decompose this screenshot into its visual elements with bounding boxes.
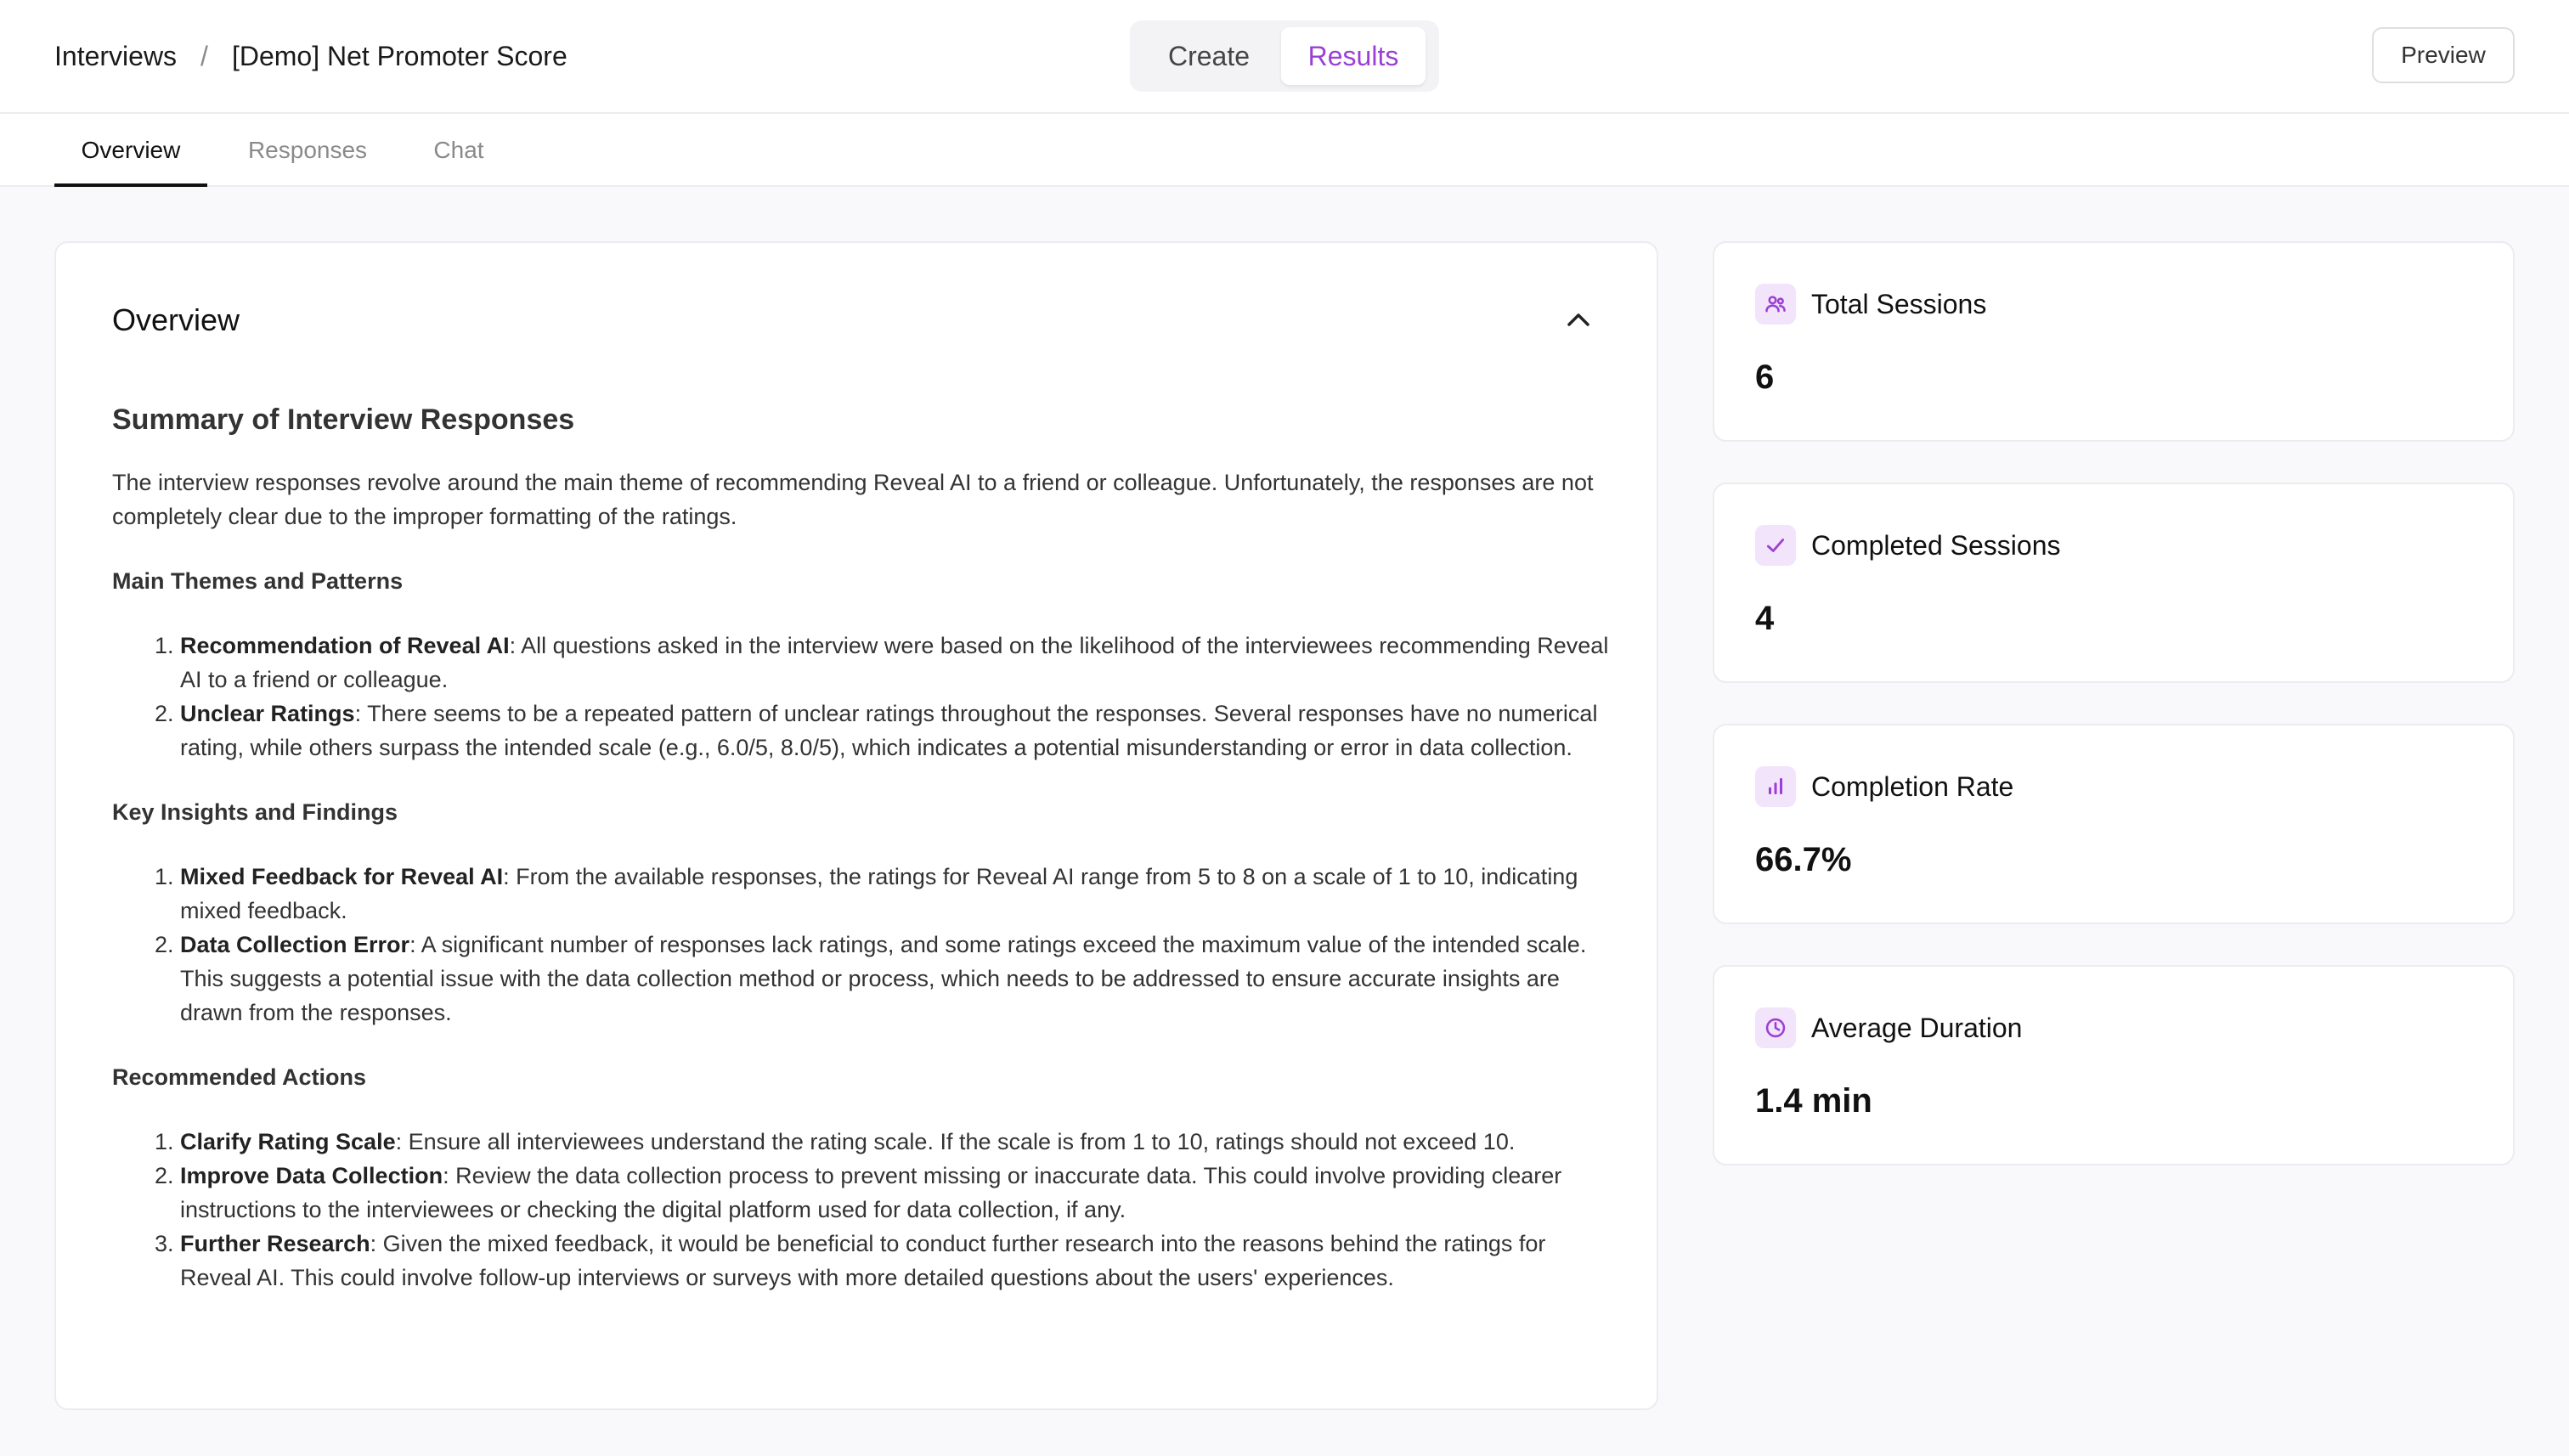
check-icon bbox=[1755, 525, 1796, 566]
stat-card-average-duration bbox=[1713, 965, 2515, 1165]
stat-label: Total Sessions bbox=[1811, 289, 1987, 319]
summary-content bbox=[112, 401, 1616, 1325]
section-list bbox=[112, 860, 1616, 1030]
breadcrumb-current: [Demo] Net Promoter Score bbox=[231, 40, 567, 71]
tab-chat[interactable]: Chat bbox=[433, 137, 484, 163]
summary-heading: Summary of Interview Responses bbox=[112, 404, 575, 436]
list-item: 2. Unclear Ratings: There seems to be a repeated pattern of unclear ratings throughout the responses. Several responses have no numerical rating, while others surpass the intended scale (e.g., 6.0/5, 8.0/5), which indicates a potential misunderstanding or error in data collection. bbox=[180, 697, 1616, 765]
results-mode-button[interactable]: Results bbox=[1281, 27, 1426, 85]
tab-overview[interactable]: Overview bbox=[54, 114, 207, 187]
stat-card-total-sessions bbox=[1713, 241, 2515, 442]
clock-icon bbox=[1755, 1007, 1796, 1048]
list-item: 2. Improve Data Collection: Review the data collection process to prevent missing or inaccurate data. This could involve providing clearer instructions to the interviewees or checking the digital platform used for data collection, if any. bbox=[180, 1159, 1616, 1227]
list-item: 3. Further Research: Given the mixed feedback, it would be beneficial to conduct further research into the reasons behind the ratings for Reveal AI. This could involve follow-up interviews or surveys with more detailed questions about the users' experiences. bbox=[180, 1227, 1616, 1295]
preview-button[interactable]: Preview bbox=[2372, 27, 2515, 83]
section-heading: Main Themes and Patterns bbox=[112, 568, 404, 594]
stat-label: Completed Sessions bbox=[1811, 530, 2061, 561]
overview-card-title: Overview bbox=[112, 302, 240, 337]
stat-value: 6 bbox=[1755, 358, 1775, 396]
stat-value: 1.4 min bbox=[1755, 1082, 1872, 1120]
list-item: 1. Mixed Feedback for Reveal AI: From the available responses, the ratings for Reveal AI range from 5 to 8 on a scale of 1 to 10, indicating mixed feedback. bbox=[180, 860, 1616, 928]
top-header bbox=[0, 0, 2569, 114]
tab-bar bbox=[0, 114, 2569, 187]
stat-label: Completion Rate bbox=[1811, 771, 2014, 802]
stat-card-completion-rate bbox=[1713, 724, 2515, 924]
stat-value: 4 bbox=[1755, 600, 1775, 637]
tab-responses[interactable]: Responses bbox=[247, 137, 368, 163]
section-list bbox=[112, 629, 1616, 765]
summary-intro: The interview responses revolve around the main theme of recommending Reveal AI to a friend or colleague. Unfortunately, the responses are not completely clear due to the improper formatting of the ratings. bbox=[112, 470, 1594, 529]
breadcrumb bbox=[54, 37, 567, 75]
stat-card-completed-sessions bbox=[1713, 483, 2515, 683]
chevron-up-icon bbox=[1567, 312, 1590, 327]
breadcrumb-interviews-link[interactable]: Interviews bbox=[54, 40, 178, 71]
mode-toggle bbox=[1130, 20, 1439, 92]
collapse-button[interactable] bbox=[1560, 301, 1597, 338]
overview-card bbox=[54, 241, 1658, 1410]
stat-value: 66.7% bbox=[1755, 841, 1852, 878]
list-item: 1. Clarify Rating Scale: Ensure all interviewees understand the rating scale. If the scale is from 1 to 10, ratings should not exceed 10. bbox=[180, 1125, 1616, 1159]
bar-chart-icon bbox=[1755, 766, 1796, 807]
stat-label: Average Duration bbox=[1811, 1013, 2023, 1043]
section-heading: Key Insights and Findings bbox=[112, 799, 398, 825]
breadcrumb-separator: / bbox=[200, 40, 208, 71]
list-item: 2. Data Collection Error: A significant number of responses lack ratings, and some ratings exceed the maximum value of the intended scale. This suggests a potential issue with the data collection method or process, which needs to be addressed to ensure accurate insights are drawn from the responses. bbox=[180, 928, 1616, 1030]
section-list bbox=[112, 1125, 1616, 1295]
users-icon bbox=[1755, 284, 1796, 324]
list-item: 1. Recommendation of Reveal AI: All questions asked in the interview were based on the likelihood of the interviewees recommending Reveal AI to a friend or colleague. bbox=[180, 629, 1616, 697]
section-heading: Recommended Actions bbox=[112, 1064, 367, 1090]
create-mode-button[interactable]: Create bbox=[1167, 40, 1251, 71]
